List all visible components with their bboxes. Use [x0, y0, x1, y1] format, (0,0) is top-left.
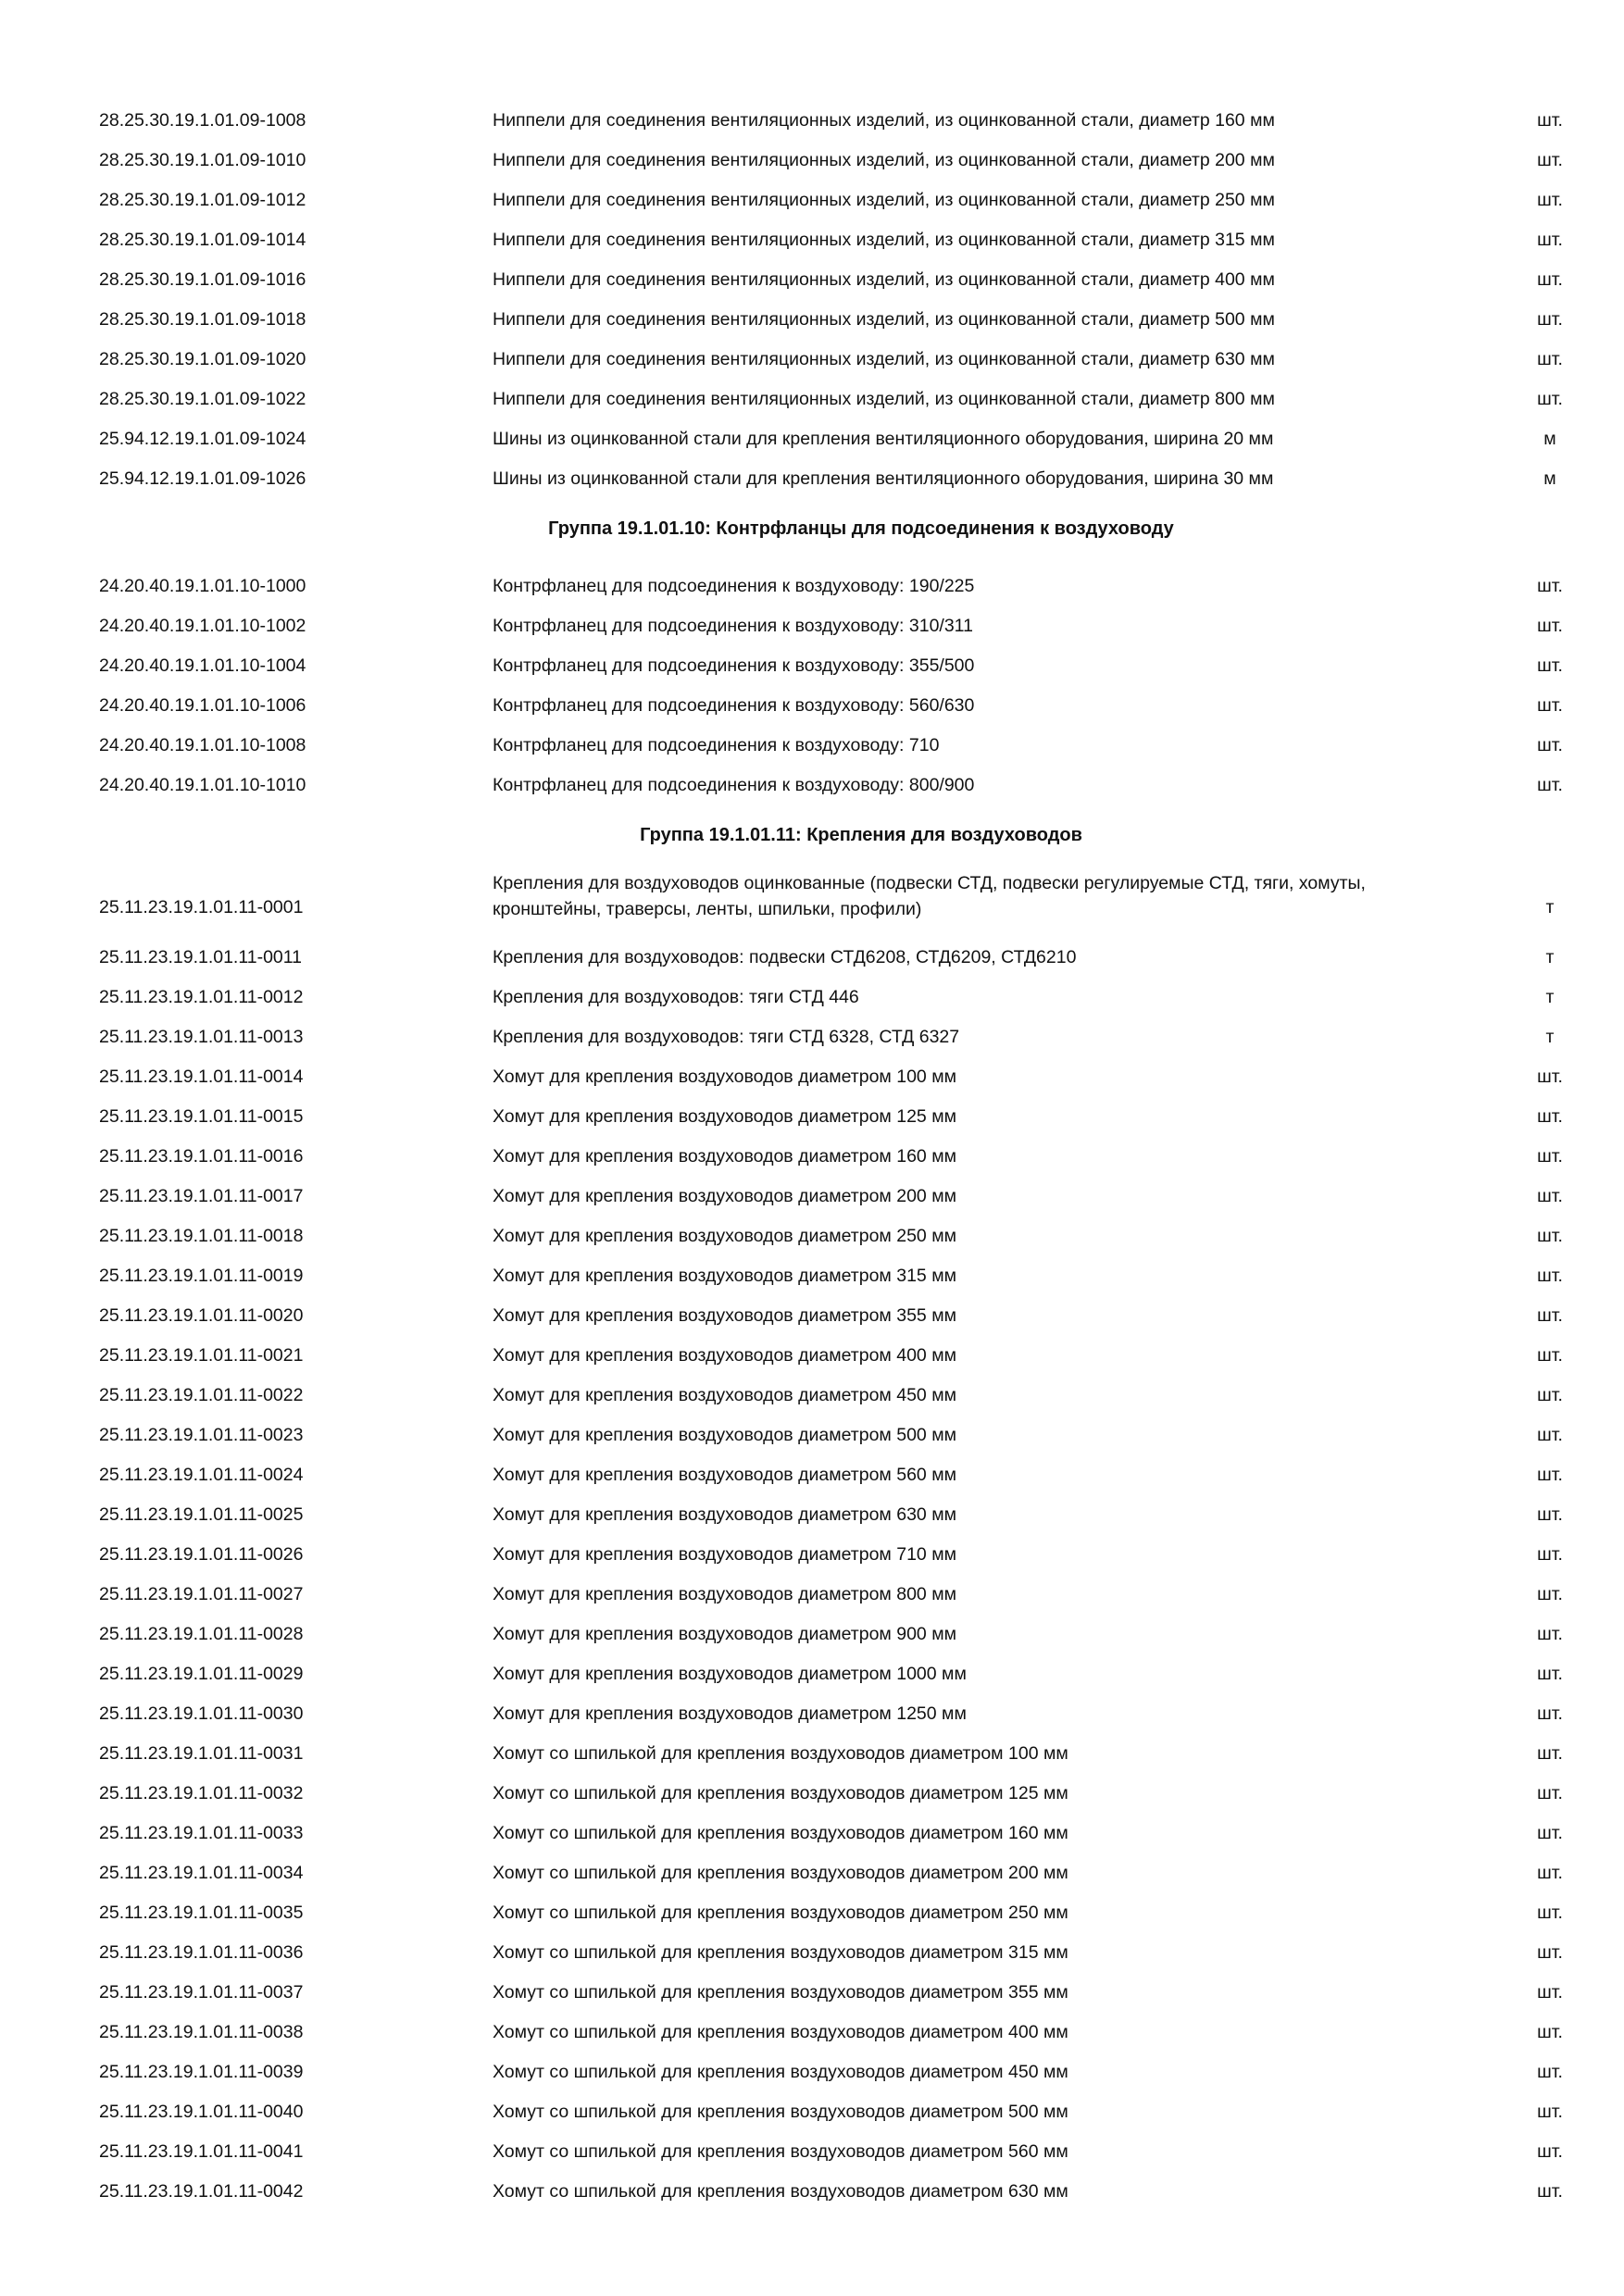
unit-of-measure: шт.	[1537, 2102, 1563, 2122]
table-row	[0, 2091, 1624, 2131]
group-heading	[0, 498, 1624, 566]
unit-of-measure: шт.	[1537, 309, 1563, 330]
resource-code: 28.25.30.19.1.01.09-1016	[99, 269, 306, 290]
resource-code: 25.94.12.19.1.01.09-1026	[99, 468, 306, 489]
resource-code: 25.11.23.19.1.01.11-0020	[99, 1305, 304, 1326]
resource-description: Хомут со шпилькой для крепления воздуховодов диаметром 315 мм	[493, 1942, 1068, 1963]
unit-of-measure: шт.	[1537, 775, 1563, 795]
resource-code: 25.11.23.19.1.01.11-0026	[99, 1544, 304, 1565]
resource-description: Ниппели для соединения вентиляционных изделий, из оцинкованной стали, диаметр 160 мм	[493, 110, 1275, 131]
unit-of-measure: т	[1545, 987, 1555, 1007]
resource-code: 25.11.23.19.1.01.11-0022	[99, 1385, 304, 1405]
resource-description: Хомут для крепления воздуховодов диаметром 160 мм	[493, 1146, 957, 1167]
resource-code: 24.20.40.19.1.01.10-1004	[99, 655, 306, 676]
unit-of-measure: шт.	[1537, 1823, 1563, 1843]
resource-code: 28.25.30.19.1.01.09-1018	[99, 309, 306, 330]
resource-description: Шины из оцинкованной стали для крепления вентиляционного оборудования, ширина 30 мм	[493, 468, 1274, 489]
table-row	[0, 100, 1624, 140]
table-row	[0, 259, 1624, 299]
resource-code: 25.11.23.19.1.01.11-0011	[99, 947, 303, 967]
resource-description: Ниппели для соединения вентиляционных изделий, из оцинкованной стали, диаметр 630 мм	[493, 349, 1275, 369]
table-row	[0, 379, 1624, 418]
resource-code: 25.11.23.19.1.01.11-0025	[99, 1504, 304, 1525]
resource-code: 25.11.23.19.1.01.11-0014	[99, 1067, 304, 1087]
unit-of-measure: шт.	[1537, 695, 1563, 716]
resource-description: Хомут для крепления воздуховодов диаметром 630 мм	[493, 1504, 957, 1525]
resource-description: Контрфланец для подсоединения к воздуховоду: 710	[493, 735, 940, 755]
resource-description: Ниппели для соединения вентиляционных изделий, из оцинкованной стали, диаметр 800 мм	[493, 389, 1275, 409]
table-row	[0, 2012, 1624, 2052]
resource-description: Хомут для крепления воздуховодов диаметром 450 мм	[493, 1385, 957, 1405]
table-row	[0, 1733, 1624, 1773]
table-row	[0, 566, 1624, 605]
resource-code: 25.11.23.19.1.01.11-0032	[99, 1783, 304, 1803]
unit-of-measure: шт.	[1537, 735, 1563, 755]
table-row	[0, 685, 1624, 725]
resource-description: Ниппели для соединения вентиляционных изделий, из оцинкованной стали, диаметр 315 мм	[493, 230, 1275, 250]
resource-code: 25.11.23.19.1.01.11-0017	[99, 1186, 304, 1206]
table-row	[0, 1813, 1624, 1853]
resource-code: 25.11.23.19.1.01.11-0031	[99, 1743, 304, 1764]
table-row	[0, 1216, 1624, 1255]
resource-description: Хомут для крепления воздуховодов диаметром 560 мм	[493, 1465, 957, 1485]
resource-code: 25.11.23.19.1.01.11-0028	[99, 1624, 304, 1644]
unit-of-measure: шт.	[1537, 230, 1563, 250]
resource-description: Хомут для крепления воздуховодов диаметром 355 мм	[493, 1305, 957, 1326]
table-row	[0, 219, 1624, 259]
resource-description: Хомут со шпилькой для крепления воздуховодов диаметром 450 мм	[493, 2062, 1068, 2082]
unit-of-measure: шт.	[1537, 1544, 1563, 1565]
resource-description: Контрфланец для подсоединения к воздуховоду: 310/311	[493, 616, 973, 636]
table-row	[0, 2131, 1624, 2171]
table-row	[0, 1255, 1624, 1295]
resource-description: Хомут для крепления воздуховодов диаметром 1000 мм	[493, 1664, 967, 1684]
unit-of-measure: шт.	[1537, 1942, 1563, 1963]
resource-description: Хомут со шпилькой для крепления воздуховодов диаметром 560 мм	[493, 2141, 1068, 2162]
unit-of-measure: шт.	[1537, 1186, 1563, 1206]
resource-code: 28.25.30.19.1.01.09-1022	[99, 389, 306, 409]
resource-code: 24.20.40.19.1.01.10-1008	[99, 735, 306, 755]
unit-of-measure: шт.	[1537, 1425, 1563, 1445]
table-row	[0, 1295, 1624, 1335]
table-row	[0, 1534, 1624, 1574]
group-heading-text: Группа 19.1.01.10: Контрфланцы для подсоединения к воздуховоду	[548, 518, 1174, 539]
unit-of-measure: шт.	[1537, 1385, 1563, 1405]
unit-of-measure: шт.	[1537, 576, 1563, 596]
resource-code: 25.11.23.19.1.01.11-0016	[99, 1146, 304, 1167]
table-row	[0, 937, 1624, 977]
resource-code: 25.11.23.19.1.01.11-0038	[99, 2022, 304, 2042]
resource-description: Шины из оцинкованной стали для крепления вентиляционного оборудования, ширина 20 мм	[493, 429, 1274, 449]
resource-code: 25.11.23.19.1.01.11-0040	[99, 2102, 304, 2122]
unit-of-measure: шт.	[1537, 150, 1563, 170]
table-row	[0, 1494, 1624, 1534]
unit-of-measure: шт.	[1537, 1743, 1563, 1764]
resource-code: 25.11.23.19.1.01.11-0027	[99, 1584, 304, 1604]
resource-description: Хомут со шпилькой для крепления воздуховодов диаметром 630 мм	[493, 2181, 1068, 2202]
resource-code: 25.11.23.19.1.01.11-0034	[99, 1863, 304, 1883]
resource-description: Хомут для крепления воздуховодов диаметром 500 мм	[493, 1425, 957, 1445]
unit-of-measure: шт.	[1537, 1664, 1563, 1684]
table-row	[0, 1136, 1624, 1176]
table-row	[0, 1773, 1624, 1813]
unit-of-measure: шт.	[1537, 1903, 1563, 1923]
resource-code: 25.11.23.19.1.01.11-0037	[99, 1982, 304, 2003]
resource-code: 25.11.23.19.1.01.11-0035	[99, 1903, 304, 1923]
unit-of-measure: т	[1545, 1027, 1555, 1047]
resource-description: Контрфланец для подсоединения к воздуховоду: 800/900	[493, 775, 975, 795]
resource-code: 25.11.23.19.1.01.11-0024	[99, 1465, 304, 1485]
resource-code: 25.11.23.19.1.01.11-0019	[99, 1266, 304, 1286]
table-row	[0, 299, 1624, 339]
unit-of-measure: шт.	[1537, 1863, 1563, 1883]
resource-code: 28.25.30.19.1.01.09-1012	[99, 190, 306, 210]
table-row	[0, 765, 1624, 805]
resource-code: 25.11.23.19.1.01.11-0030	[99, 1703, 304, 1724]
resource-code: 28.25.30.19.1.01.09-1010	[99, 150, 306, 170]
unit-of-measure: шт.	[1537, 1106, 1563, 1127]
unit-of-measure: шт.	[1537, 1504, 1563, 1525]
table-row	[0, 339, 1624, 379]
resource-code: 25.11.23.19.1.01.11-0015	[99, 1106, 304, 1127]
table-row	[0, 872, 1624, 937]
resource-description: Хомут для крепления воздуховодов диаметром 900 мм	[493, 1624, 957, 1644]
resource-description: Хомут для крепления воздуховодов диаметром 250 мм	[493, 1226, 957, 1246]
unit-of-measure: м	[1543, 429, 1556, 449]
resource-description: Крепления для воздуховодов: тяги СТД 6328, СТД 6327	[493, 1027, 960, 1047]
unit-of-measure: шт.	[1537, 2062, 1563, 2082]
table-row	[0, 1693, 1624, 1733]
table-row	[0, 1653, 1624, 1693]
resource-description: Хомут для крепления воздуховодов диаметром 315 мм	[493, 1266, 957, 1286]
unit-of-measure: т	[1545, 947, 1555, 967]
table-row	[0, 1972, 1624, 2012]
resource-code: 25.11.23.19.1.01.11-0023	[99, 1425, 304, 1445]
unit-of-measure: шт.	[1537, 655, 1563, 676]
table-row	[0, 1056, 1624, 1096]
resource-description: Хомут для крепления воздуховодов диаметром 400 мм	[493, 1345, 957, 1366]
resource-code: 25.11.23.19.1.01.11-0013	[99, 1027, 304, 1047]
resource-description: Хомут для крепления воздуховодов диаметром 710 мм	[493, 1544, 957, 1565]
group-heading	[0, 805, 1624, 872]
unit-of-measure: шт.	[1537, 2181, 1563, 2202]
resource-code: 25.11.23.19.1.01.11-0021	[99, 1345, 304, 1366]
unit-of-measure: шт.	[1537, 1584, 1563, 1604]
table-row	[0, 977, 1624, 1017]
table-row	[0, 418, 1624, 458]
resource-description: Контрфланец для подсоединения к воздуховоду: 355/500	[493, 655, 975, 676]
unit-of-measure: шт.	[1537, 2141, 1563, 2162]
table-row	[0, 645, 1624, 685]
resource-description: Ниппели для соединения вентиляционных изделий, из оцинкованной стали, диаметр 250 мм	[493, 190, 1275, 210]
resource-code: 24.20.40.19.1.01.10-1006	[99, 695, 306, 716]
unit-of-measure: шт.	[1537, 110, 1563, 131]
resource-description: Хомут со шпилькой для крепления воздуховодов диаметром 100 мм	[493, 1743, 1068, 1764]
unit-of-measure: шт.	[1537, 1703, 1563, 1724]
resource-code: 24.20.40.19.1.01.10-1002	[99, 616, 306, 636]
unit-of-measure: шт.	[1537, 1226, 1563, 1246]
resource-code: 25.11.23.19.1.01.11-0018	[99, 1226, 304, 1246]
unit-of-measure: шт.	[1537, 1624, 1563, 1644]
table-row	[0, 1017, 1624, 1056]
resource-code: 25.94.12.19.1.01.09-1024	[99, 429, 306, 449]
table-row	[0, 180, 1624, 219]
resource-code: 24.20.40.19.1.01.10-1010	[99, 775, 306, 795]
resource-code: 25.11.23.19.1.01.11-0042	[99, 2181, 304, 2202]
resource-description: Крепления для воздуховодов оцинкованные (подвески СТД, подвески регулируемые СТД, тяги, хомуты, кронштейны, траверсы, ленты, шпильки, профили)	[493, 873, 1366, 919]
table-row	[0, 725, 1624, 765]
unit-of-measure: шт.	[1537, 190, 1563, 210]
table-row	[0, 2171, 1624, 2211]
resource-description: Ниппели для соединения вентиляционных изделий, из оцинкованной стали, диаметр 400 мм	[493, 269, 1275, 290]
resource-code: 28.25.30.19.1.01.09-1020	[99, 349, 306, 369]
resource-description: Хомут для крепления воздуховодов диаметром 800 мм	[493, 1584, 957, 1604]
unit-of-measure: шт.	[1537, 1982, 1563, 2003]
resource-description: Контрфланец для подсоединения к воздуховоду: 190/225	[493, 576, 975, 596]
resource-description: Ниппели для соединения вентиляционных изделий, из оцинкованной стали, диаметр 500 мм	[493, 309, 1275, 330]
table-row	[0, 458, 1624, 498]
resource-description: Хомут для крепления воздуховодов диаметром 125 мм	[493, 1106, 957, 1127]
resource-code: 24.20.40.19.1.01.10-1000	[99, 576, 306, 596]
unit-of-measure: шт.	[1537, 1465, 1563, 1485]
resource-description: Хомут со шпилькой для крепления воздуховодов диаметром 400 мм	[493, 2022, 1068, 2042]
table-row	[0, 1853, 1624, 1892]
unit-of-measure: шт.	[1537, 389, 1563, 409]
unit-of-measure: т	[1545, 897, 1555, 917]
resource-description: Хомут для крепления воздуховодов диаметром 200 мм	[493, 1186, 957, 1206]
unit-of-measure: шт.	[1537, 269, 1563, 290]
table-row	[0, 1932, 1624, 1972]
resource-code: 25.11.23.19.1.01.11-0041	[99, 2141, 304, 2162]
resource-description: Хомут со шпилькой для крепления воздуховодов диаметром 250 мм	[493, 1903, 1068, 1923]
resource-description: Хомут для крепления воздуховодов диаметром 1250 мм	[493, 1703, 967, 1724]
resource-description: Хомут со шпилькой для крепления воздуховодов диаметром 125 мм	[493, 1783, 1068, 1803]
table-row	[0, 1454, 1624, 1494]
resource-description: Крепления для воздуховодов: тяги СТД 446	[493, 987, 859, 1007]
unit-of-measure: шт.	[1537, 1266, 1563, 1286]
resource-code: 28.25.30.19.1.01.09-1008	[99, 110, 306, 131]
unit-of-measure: шт.	[1537, 1067, 1563, 1087]
unit-of-measure: шт.	[1537, 349, 1563, 369]
resource-code: 25.11.23.19.1.01.11-0012	[99, 987, 304, 1007]
table-row	[0, 140, 1624, 180]
resource-code: 25.11.23.19.1.01.11-0039	[99, 2062, 304, 2082]
resource-description: Хомут со шпилькой для крепления воздуховодов диаметром 160 мм	[493, 1823, 1068, 1843]
resource-code: 25.11.23.19.1.01.11-0033	[99, 1823, 304, 1843]
table-row	[0, 1892, 1624, 1932]
document-table	[0, 100, 1624, 2211]
table-row	[0, 605, 1624, 645]
resource-description: Ниппели для соединения вентиляционных изделий, из оцинкованной стали, диаметр 200 мм	[493, 150, 1275, 170]
table-row	[0, 1574, 1624, 1614]
unit-of-measure: шт.	[1537, 616, 1563, 636]
table-row	[0, 1614, 1624, 1653]
resource-code: 25.11.23.19.1.01.11-0029	[99, 1664, 304, 1684]
table-row	[0, 2052, 1624, 2091]
table-row	[0, 1415, 1624, 1454]
resource-description: Хомут со шпилькой для крепления воздуховодов диаметром 355 мм	[493, 1982, 1068, 2003]
unit-of-measure: шт.	[1537, 1783, 1563, 1803]
table-row	[0, 1375, 1624, 1415]
group-heading-text: Группа 19.1.01.11: Крепления для воздуховодов	[640, 825, 1082, 845]
resource-description: Крепления для воздуховодов: подвески СТД6208, СТД6209, СТД6210	[493, 947, 1077, 967]
resource-description: Контрфланец для подсоединения к воздуховоду: 560/630	[493, 695, 975, 716]
unit-of-measure: шт.	[1537, 1305, 1563, 1326]
unit-of-measure: шт.	[1537, 1146, 1563, 1167]
resource-description: Хомут со шпилькой для крепления воздуховодов диаметром 200 мм	[493, 1863, 1068, 1883]
resource-description: Хомут для крепления воздуховодов диаметром 100 мм	[493, 1067, 957, 1087]
table-row	[0, 1096, 1624, 1136]
table-row	[0, 1335, 1624, 1375]
unit-of-measure: шт.	[1537, 2022, 1563, 2042]
resource-code: 25.11.23.19.1.01.11-0001	[99, 897, 304, 917]
resource-code: 25.11.23.19.1.01.11-0036	[99, 1942, 304, 1963]
resource-code: 28.25.30.19.1.01.09-1014	[99, 230, 306, 250]
resource-description: Хомут со шпилькой для крепления воздуховодов диаметром 500 мм	[493, 2102, 1068, 2122]
table-row	[0, 1176, 1624, 1216]
unit-of-measure: шт.	[1537, 1345, 1563, 1366]
unit-of-measure: м	[1543, 468, 1556, 489]
